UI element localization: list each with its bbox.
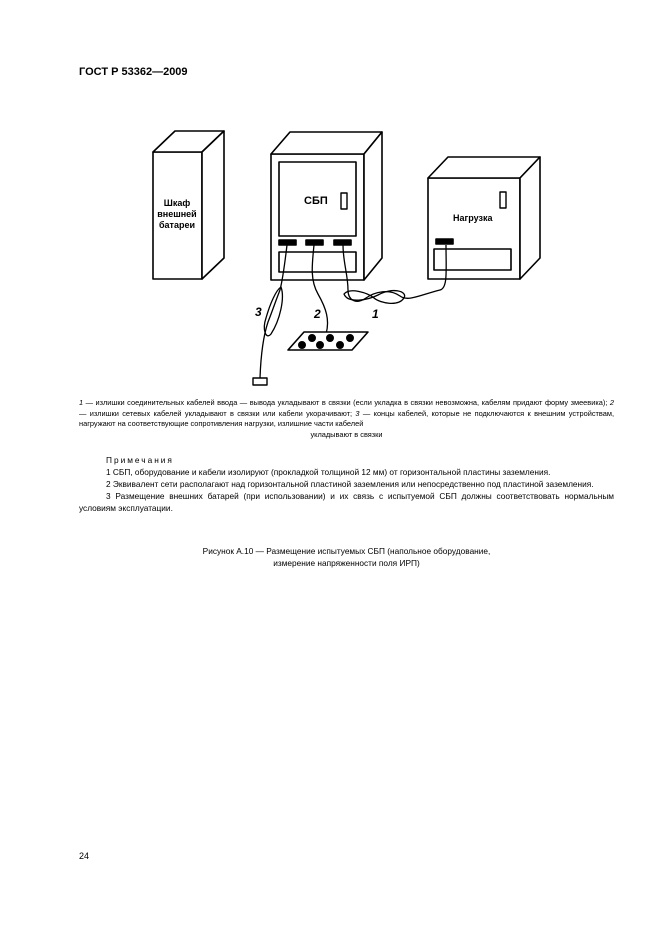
page-number: 24 (79, 851, 90, 861)
notes-section (79, 454, 614, 514)
ups-connector-2 (306, 240, 323, 245)
battery-label-1: Шкаф (163, 198, 191, 208)
document-header: ГОСТ Р 53362—2009 (79, 66, 188, 78)
legend-num-2: 2 (609, 398, 614, 407)
caption-line-1: Рисунок А.10 — Размещение испытуемых СБП (напольное оборудование, (202, 546, 491, 556)
ups-connector-3 (279, 240, 296, 245)
load-label: Нагрузка (453, 213, 493, 223)
load-connector (436, 239, 453, 244)
note-item-1: 1 СБП, оборудование и кабели изолируют (прокладкой толщиной 12 мм) от горизонтальной пластины заземления. (106, 467, 551, 477)
legend-text-2: — излишки сетевых кабелей укладывают в связки или кабели укорачивают; (79, 408, 356, 418)
figure-legend (79, 398, 614, 440)
test-setup-figure (0, 0, 661, 400)
note-item-2: 2 Эквивалент сети располагают над горизонтальной пластиной заземления или непосредственно под пластиной заземления. (106, 479, 594, 489)
legend-text-4: укладывают в связки (310, 429, 383, 439)
notes-title: Примечания (106, 455, 174, 465)
cable-marker-2: 2 (314, 307, 321, 321)
battery-label-3: батареи (158, 220, 196, 230)
cable-marker-1: 1 (372, 307, 379, 321)
cable-marker-3: 3 (255, 305, 262, 319)
ups-connector-1 (334, 240, 351, 245)
legend-num-3: 3 (355, 408, 360, 418)
figure-caption (79, 546, 614, 569)
legend-text-1: — излишки соединительных кабелей ввода — вывода укладывают в связки (если укладка в связки невозможна, кабелям придают форму змеевика); (83, 398, 610, 407)
caption-line-2: измерение напряженности поля ИРП) (273, 557, 420, 568)
battery-label-2: внешней (157, 209, 197, 219)
note-item-3: 3 Размещение внешних батарей (при использовании) и их связь с испытуемой СБП должны соответствовать нормальным условиям эксплуатации. (79, 491, 614, 513)
legend-text-3: — концы кабелей, которые не подключаются к внешним устройствам, нагружают на соответствующие сопротивления нагрузки, излишние части кабелей (79, 408, 614, 428)
ups-label: СБП (304, 195, 328, 207)
legend-num-1: 1 (79, 398, 84, 407)
network-equivalent (288, 332, 368, 350)
cable-termination (253, 378, 267, 385)
